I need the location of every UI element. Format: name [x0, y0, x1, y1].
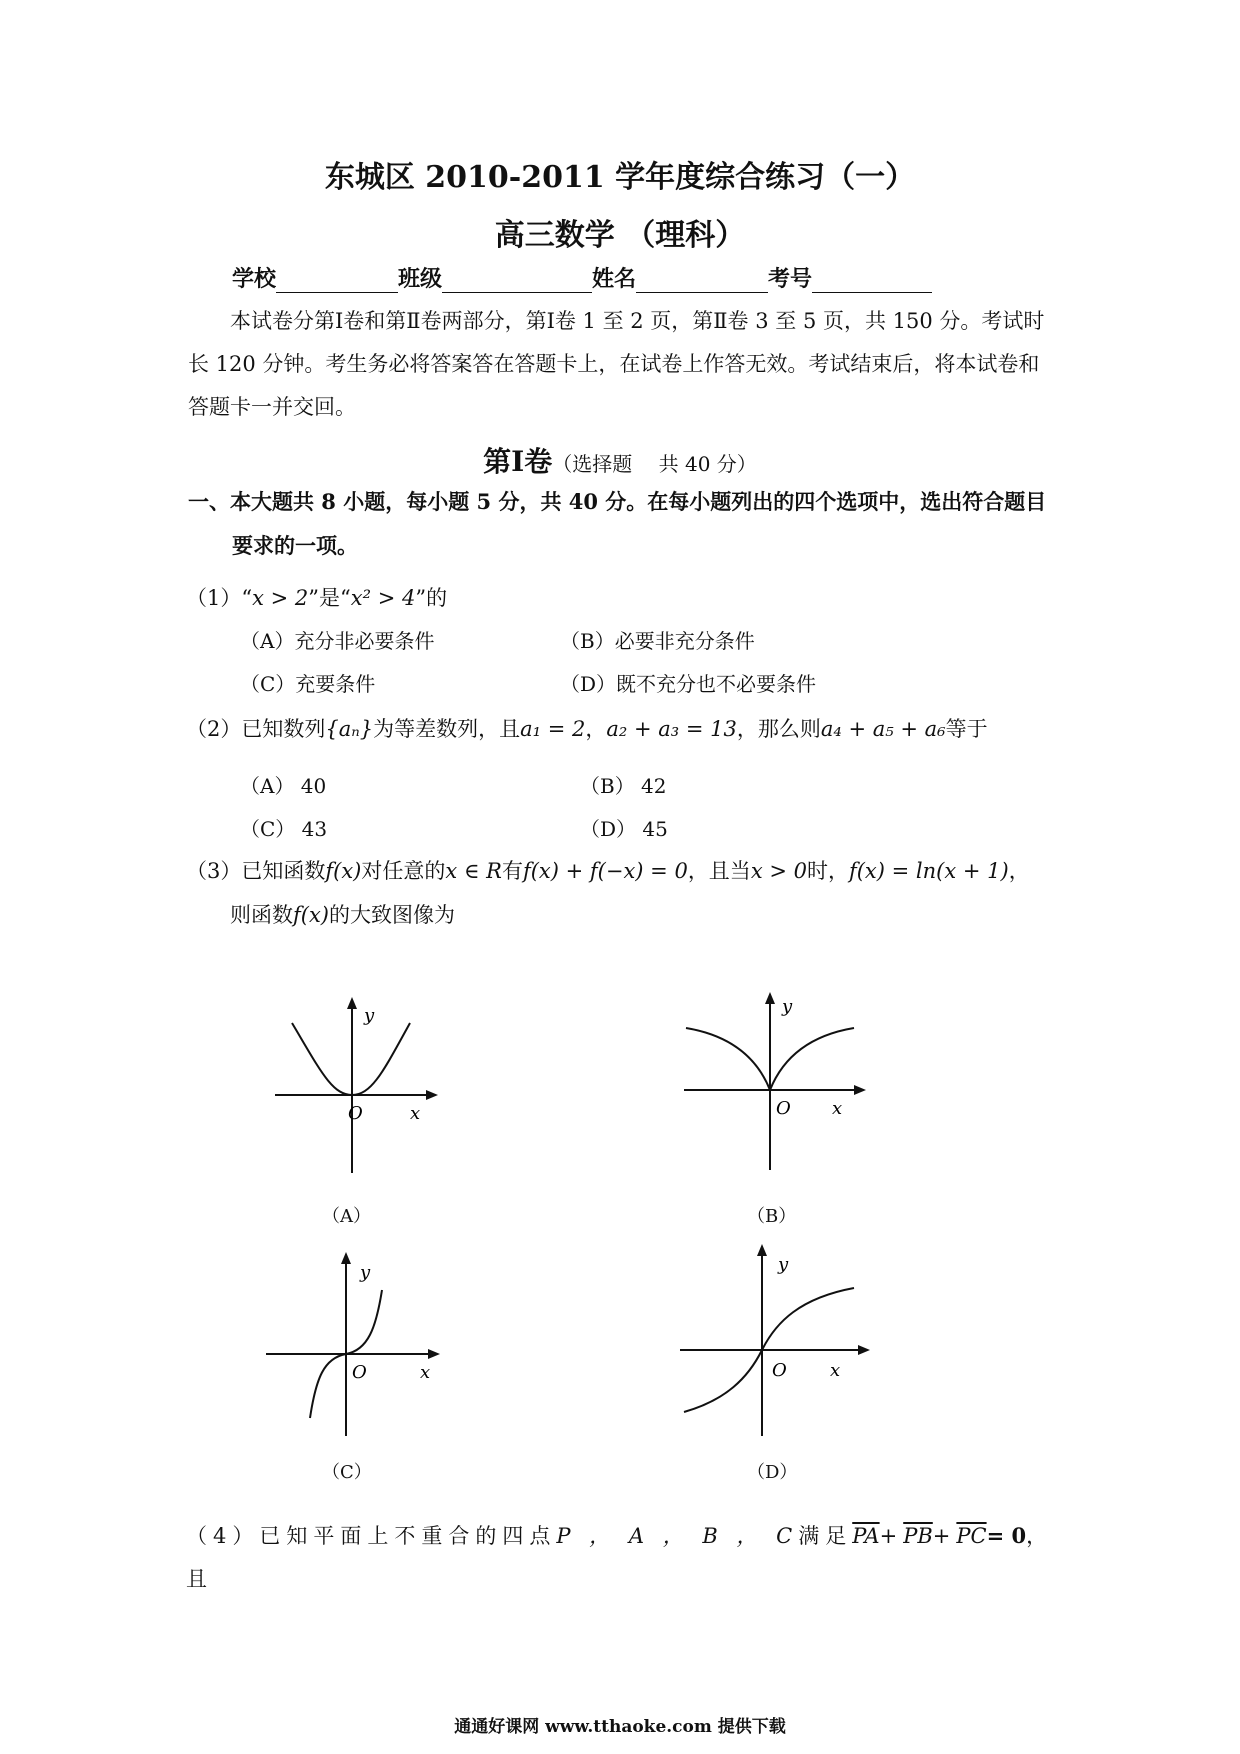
section-title — [0, 440, 1240, 480]
graph-a-origin-label: O — [348, 1103, 363, 1124]
graph-b-x-label: x — [832, 1098, 843, 1119]
school-blank[interactable] — [276, 268, 398, 293]
q3-inR: x ∈ R — [445, 859, 502, 883]
exam-no-label: 考号 — [768, 266, 813, 292]
graph-b[interactable] — [678, 990, 868, 1172]
question-4 — [186, 1514, 1066, 1601]
graph-a-y-label: y — [364, 1005, 375, 1026]
q2-number: （2） — [186, 717, 242, 741]
graph-a[interactable] — [270, 995, 440, 1175]
q3-text-g: 则函数 — [230, 903, 293, 927]
q4-vec-pb: $\overline{PB}$ — [903, 1524, 933, 1548]
student-info-row — [232, 262, 932, 293]
q3-number: （3） — [186, 859, 242, 883]
q1-option-d[interactable]: （D）既不充分也不必要条件 — [560, 672, 817, 696]
q3-xpos: x > 0 — [750, 859, 807, 883]
graph-c-y-label: y — [360, 1262, 371, 1283]
class-blank[interactable] — [442, 268, 592, 293]
q2-cond1: a₁ = 2 — [520, 717, 586, 741]
q3-text-c: 有 — [501, 859, 523, 883]
exam-subtitle: 高三数学 （理科） — [494, 218, 746, 253]
graph-a-caption: （A） — [322, 1206, 371, 1227]
q2-option-c[interactable]: （C） 43 — [240, 817, 328, 841]
graph-a-x-label: x — [410, 1103, 421, 1124]
q3-text-f: ， — [1008, 859, 1030, 883]
q4-vec-pa: $\overline{PA}$ — [852, 1524, 880, 1548]
graph-c-origin-label: O — [352, 1362, 367, 1383]
q4-plus-2: + — [932, 1524, 957, 1548]
part1-line1: 一、本大题共 8 小题，每小题 5 分，共 40 分。在每小题列出的四个选项中，选出符合题目 — [188, 489, 1047, 514]
page-footer: 通通好课网 www.tthaoke.com 提供下载 — [454, 1717, 786, 1737]
q4-tail: ，且 — [186, 1524, 1054, 1591]
q4-plus-1: + — [879, 1524, 904, 1548]
part1-line2: 要求的一项。 — [232, 533, 358, 558]
section-title-note: （选择题 共 40 分） — [552, 452, 757, 476]
q3-text-h: 的大致图像为 — [329, 903, 456, 927]
q2-target: a₄ + a₅ + a₆ — [820, 717, 946, 741]
q3-def: f(x) = ln(x + 1) — [848, 859, 1009, 883]
q1-option-b[interactable]: （B）必要非充分条件 — [560, 629, 755, 653]
school-label: 学校 — [232, 266, 277, 292]
name-blank[interactable] — [636, 268, 768, 293]
q2-text-a: 已知数列 — [241, 717, 326, 741]
exam-no-blank[interactable] — [812, 268, 932, 293]
q4-number: （4） — [186, 1524, 260, 1548]
q3-text-e: 时， — [806, 859, 849, 883]
q1-option-c[interactable]: （C）充要条件 — [240, 672, 376, 696]
q3-text-d: ，且当 — [687, 859, 751, 883]
q2-sep: ， — [585, 717, 607, 741]
q3-fx2: f(x) — [293, 903, 330, 927]
question-1 — [186, 577, 447, 620]
graph-d-origin-label: O — [772, 1360, 787, 1381]
q3-text-b: 对任意的 — [361, 859, 446, 883]
part1-instructions — [188, 480, 1060, 568]
q3-odd: f(x) + f(−x) = 0 — [522, 859, 688, 883]
q3-text-a: 已知函数 — [241, 859, 326, 883]
intro-paragraph: 本试卷分第Ⅰ卷和第Ⅱ卷两部分，第Ⅰ卷 1 至 2 页，第Ⅱ卷 3 至 5 页，共 150 分。考试时长 120 分钟。考生务必将答案答在答题卡上，在试卷上作答无效。考试结束后，将本试卷和答题卡一并交回。 — [188, 309, 1045, 419]
q1-text-a: “ — [241, 586, 253, 610]
graph-c-x-label: x — [420, 1362, 431, 1383]
q1-expr2: x² > 4 — [350, 586, 416, 610]
question-3-line2 — [230, 894, 455, 937]
q1-expr1: x > 2 — [252, 586, 309, 610]
graph-c-caption: （C） — [322, 1462, 372, 1483]
q4-points: P ， A ， B ， C — [556, 1524, 799, 1548]
graph-d-x-label: x — [830, 1360, 841, 1381]
q2-text-c: ，那么则 — [736, 717, 821, 741]
q1-text-c: ”的 — [415, 586, 448, 610]
graph-b-y-label: y — [782, 996, 793, 1017]
q2-seq: {aₙ} — [325, 717, 374, 741]
q3-fx: f(x) — [325, 859, 362, 883]
q4-vec-pc: $\overline{PC}$ — [956, 1524, 987, 1548]
q1-text-b: ”是“ — [308, 586, 351, 610]
q2-text-d: 等于 — [945, 717, 988, 741]
q2-text-b: 为等差数列，且 — [373, 717, 521, 741]
section-title-main: 第Ⅰ卷 — [483, 445, 553, 478]
q1-number: （1） — [186, 586, 242, 610]
q4-eq: = 0 — [986, 1523, 1027, 1548]
graph-b-caption: （B） — [747, 1206, 797, 1227]
q2-option-a[interactable]: （A） 40 — [240, 774, 327, 798]
graph-d-caption: （D） — [747, 1462, 798, 1483]
class-label: 班级 — [398, 266, 443, 292]
name-label: 姓名 — [592, 266, 637, 292]
q2-cond2: a₂ + a₃ = 13 — [606, 717, 737, 741]
question-2 — [186, 708, 988, 751]
graph-d-y-label: y — [778, 1254, 789, 1275]
question-3-line1 — [186, 850, 1030, 893]
exam-title: 东城区 2010-2011 学年度综合练习（一） — [324, 160, 916, 195]
graph-c[interactable] — [262, 1248, 442, 1438]
q4-text-b: 满足 — [798, 1524, 853, 1548]
q1-option-a[interactable]: （A）充分非必要条件 — [240, 629, 435, 653]
q2-option-d[interactable]: （D） 45 — [580, 817, 668, 841]
graph-b-origin-label: O — [776, 1098, 791, 1119]
q2-option-b[interactable]: （B） 42 — [580, 774, 667, 798]
graph-d[interactable] — [676, 1238, 872, 1438]
q4-text: 已知平面上不重合的四点 — [259, 1524, 557, 1548]
